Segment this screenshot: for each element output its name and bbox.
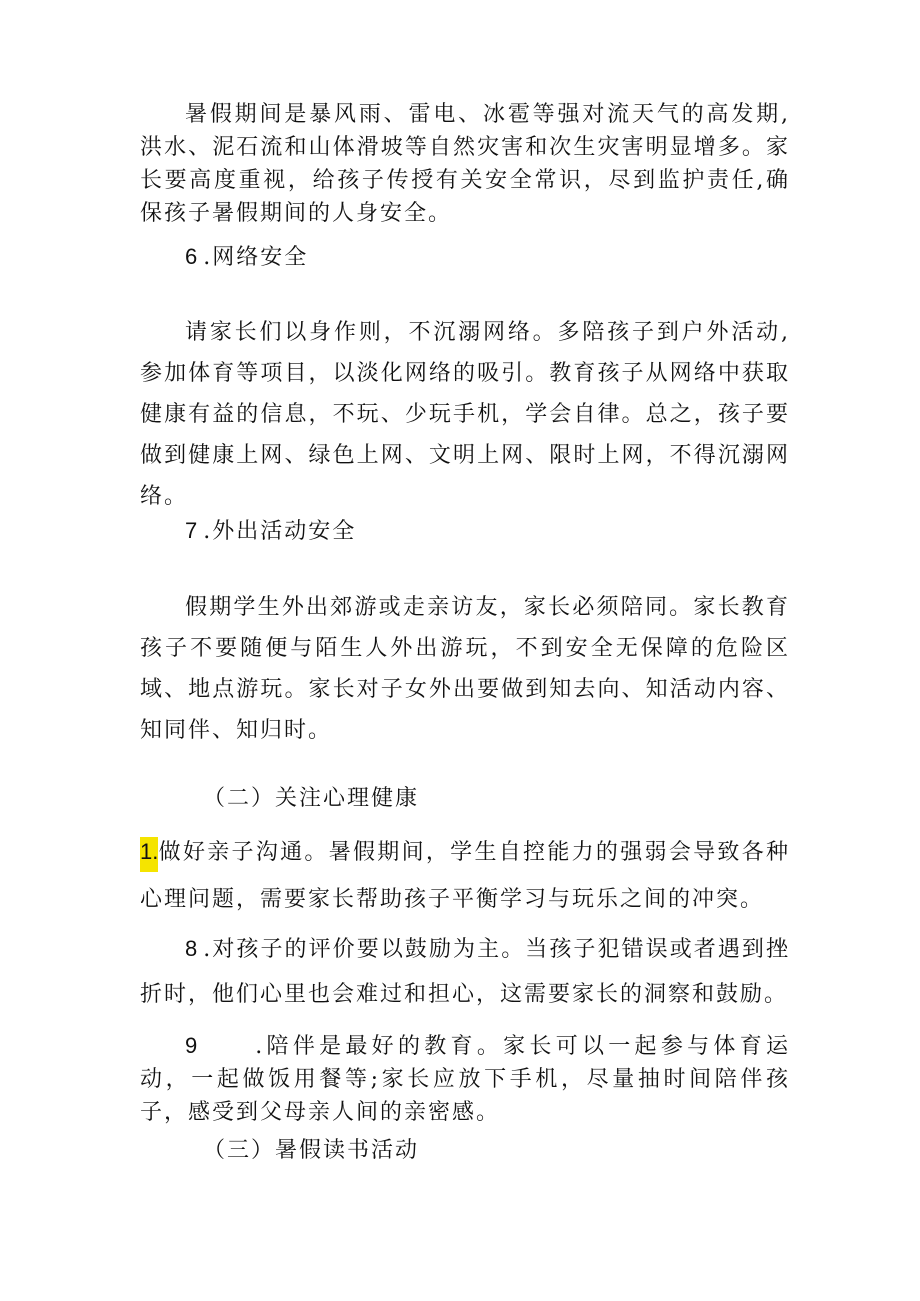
heading-summer-reading [203, 1136, 853, 1166]
paragraph-text: 请家长们以身作则，不沉溺网络。多陪孩子到户外活动,参加体育等项目，以淡化网络的吸引。教育孩子从网络中获取健康有益的信息，不玩、少玩手机，学会自律。总之，孩子要做到健康上网、绿色上网、文明上网、限时上网，不得沉溺网络。 [140, 320, 790, 509]
paragraph-outdoor-safety [140, 587, 790, 751]
heading-number: 7 [185, 518, 198, 543]
paragraph-text: .陪伴是最好的教育。家长可以一起参与体育运动，一起做饭用餐等;家长应放下手机，尽量抽时间陪伴孩子，感受到父母亲人间的亲密感。 [140, 1034, 790, 1125]
paragraph-text: 假期学生外出郊游或走亲访友，家长必须陪同。家长教育孩子不要随便与陌生人外出游玩，不到安全无保障的危险区域、地点游玩。家长对子女外出要做到知去向、知活动内容、知同伴、知归时。 [140, 595, 790, 743]
heading-text: .网络安全 [203, 245, 309, 270]
paragraph-encouragement [140, 926, 790, 1017]
paragraph-summer-weather-safety [140, 98, 790, 230]
paragraph-text: 暑假期间是暴风雨、雷电、冰雹等强对流天气的高发期,洪水、泥石流和山体滑坡等自然灾害和次生灾害明显增多。家长要高度重视，给孩子传授有关安全常识，尽到监护责任,确保孩子暑假期间的人身安全。 [140, 102, 790, 226]
item-number: 9 [185, 1033, 198, 1058]
heading-text: .外出活动安全 [203, 519, 357, 544]
paragraph-internet-safety [140, 312, 790, 517]
heading-outdoor-safety [185, 516, 835, 547]
heading-mental-health [203, 784, 853, 814]
paragraph-text: .对孩子的评价要以鼓励为主。当孩子犯错误或者遇到挫折时，他们心里也会难过和担心，这需要家长的洞察和鼓励。 [140, 937, 790, 1007]
paragraph-parent-child-communication [140, 828, 790, 923]
paragraph-text: 做好亲子沟通。暑假期间，学生自控能力的强弱会导致各种心理问题，需要家长帮助孩子平衡学习与玩乐之间的冲突。 [140, 840, 790, 912]
heading-text: （三）暑假读书活动 [203, 1138, 420, 1163]
paragraph-companionship [140, 1029, 790, 1129]
highlighted-item-number: 1. [140, 837, 158, 872]
heading-internet-safety [185, 242, 835, 273]
heading-number: 6 [185, 244, 198, 269]
heading-text: （二）关注心理健康 [203, 786, 420, 811]
item-number: 8 [185, 936, 198, 961]
